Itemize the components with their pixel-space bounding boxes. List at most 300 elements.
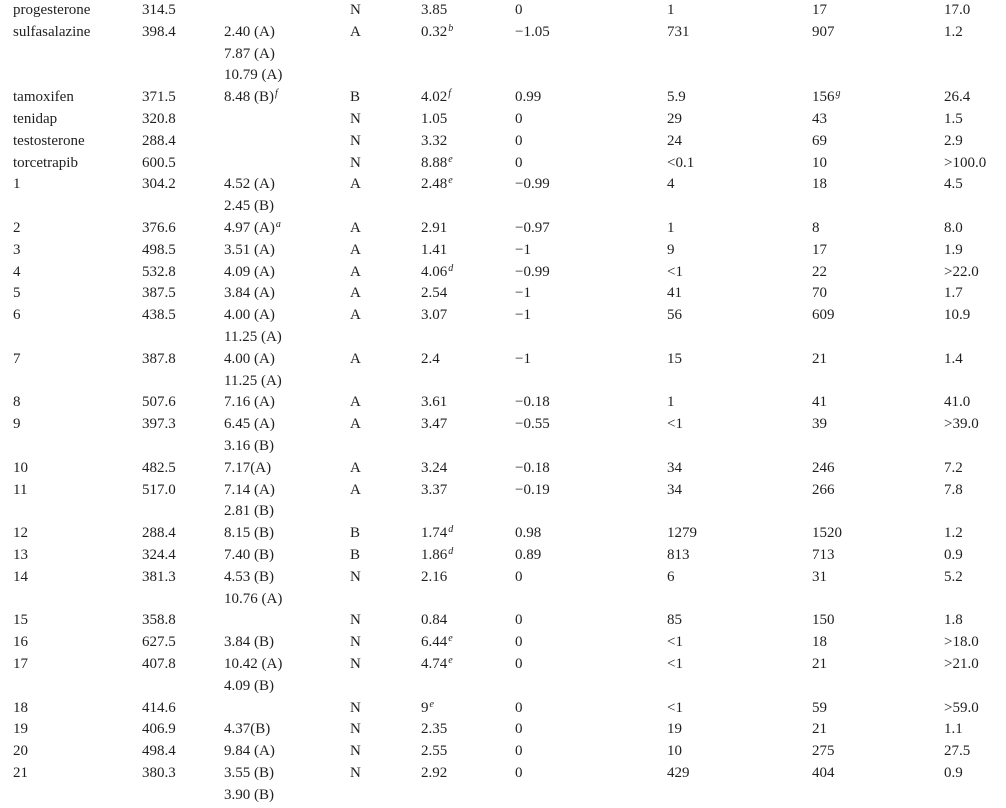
footnote-marker: f — [275, 88, 278, 100]
value-1-cell: 1279 — [667, 525, 697, 542]
cell-text: 404 — [812, 764, 835, 781]
molecular-weight-cell: 498.4 — [142, 743, 176, 760]
cell-text: 1520 — [812, 525, 842, 542]
charge-value-cell: 0 — [515, 721, 523, 738]
acid-base-class-cell: N — [350, 154, 361, 171]
logp-value-cell — [421, 458, 515, 480]
molecular-weight-cell: 414.6 — [142, 699, 176, 716]
value-1-cell: 24 — [667, 132, 682, 149]
cell-text: 21 — [812, 721, 827, 738]
ratio-value-cell: 10.9 — [944, 307, 971, 324]
pka-values-cell — [224, 523, 350, 545]
cell-text: 8.48 (B) — [224, 89, 274, 106]
pka-line — [224, 632, 350, 654]
value-1-cell: 34 — [667, 459, 682, 476]
cell-text: 4.00 (A) — [224, 350, 275, 367]
cell-text: 4.06 — [421, 263, 448, 280]
cell-text: 3.37 — [421, 481, 448, 498]
pka-line — [224, 196, 350, 218]
ratio-value-cell: 8.0 — [944, 219, 963, 236]
pka-line — [224, 763, 350, 785]
acid-base-class-cell: A — [350, 219, 361, 236]
table-row — [13, 480, 1006, 524]
cell-text: 9 — [421, 699, 429, 716]
acid-base-class-cell: N — [350, 110, 361, 127]
logp-value-cell — [421, 719, 515, 741]
footnote-marker: g — [835, 88, 841, 100]
cell-text: 11.25 (A) — [224, 328, 282, 345]
ratio-value-cell: >22.0 — [944, 263, 979, 280]
cell-text: 2.54 — [421, 285, 448, 302]
logp-value-cell — [421, 349, 515, 393]
acid-base-class-cell: A — [350, 23, 361, 40]
pka-values-cell — [224, 240, 350, 262]
charge-value-cell: −1 — [515, 350, 531, 367]
cell-text: 150 — [812, 612, 835, 629]
value-1-cell: 85 — [667, 612, 682, 629]
ratio-value-cell: 4.5 — [944, 176, 963, 193]
pka-values-cell — [224, 414, 350, 458]
pka-line — [224, 283, 350, 305]
value-1-cell: <1 — [667, 263, 683, 280]
logp-value-cell — [421, 698, 515, 720]
cell-text: 3.32 — [421, 132, 448, 149]
pka-values-cell — [224, 392, 350, 414]
acid-base-class-cell: N — [350, 568, 361, 585]
value-2-cell — [812, 240, 944, 262]
ratio-value-cell: 17.0 — [944, 2, 971, 18]
cell-text: 4.52 (A) — [224, 176, 275, 193]
compound-name-cell: 21 — [13, 764, 28, 781]
cell-text: 7.14 (A) — [224, 481, 275, 498]
logp-value-cell — [421, 22, 515, 87]
acid-base-class-cell: N — [350, 2, 361, 18]
molecular-weight-cell: 627.5 — [142, 634, 176, 651]
compound-name-cell: 3 — [13, 241, 21, 258]
acid-base-class-cell: A — [350, 416, 361, 433]
cell-text: 10 — [812, 154, 827, 171]
table-row — [13, 283, 1006, 305]
value-1-cell: 5.9 — [667, 89, 686, 106]
table-row — [13, 0, 1006, 22]
charge-value-cell: 0 — [515, 568, 523, 585]
value-2-cell — [812, 0, 944, 22]
cell-text: 3.85 — [421, 2, 448, 18]
value-2-cell — [812, 480, 944, 524]
cell-text: 3.61 — [421, 394, 448, 411]
compound-name-cell: 19 — [13, 721, 28, 738]
compound-name-cell: torcetrapib — [13, 154, 78, 171]
logp-value-cell — [421, 763, 515, 807]
ratio-value-cell: 1.9 — [944, 241, 963, 258]
value-1-cell: 56 — [667, 307, 682, 324]
ratio-value-cell: >59.0 — [944, 699, 979, 716]
compound-name-cell: 15 — [13, 612, 28, 629]
acid-base-class-cell: B — [350, 525, 361, 542]
molecular-weight-cell: 358.8 — [142, 612, 176, 629]
value-1-cell: 1 — [667, 2, 675, 18]
pka-line — [224, 240, 350, 262]
charge-value-cell: −1 — [515, 241, 531, 258]
footnote-marker: e — [429, 698, 434, 710]
molecular-weight-cell: 304.2 — [142, 176, 176, 193]
cell-text: 713 — [812, 546, 835, 563]
value-2-cell — [812, 153, 944, 175]
ratio-value-cell: 1.7 — [944, 285, 963, 302]
cell-text: 22 — [812, 263, 827, 280]
cell-text: 6.44 — [421, 634, 448, 651]
compound-name-cell: tenidap — [13, 110, 58, 127]
logp-value-cell — [421, 610, 515, 632]
cell-text: 6.45 (A) — [224, 416, 275, 433]
molecular-weight-cell: 288.4 — [142, 525, 176, 542]
pka-line — [224, 327, 350, 349]
acid-base-class-cell: A — [350, 350, 361, 367]
cell-text: 2.81 (B) — [224, 503, 274, 520]
acid-base-class-cell: A — [350, 459, 361, 476]
charge-value-cell: −1 — [515, 285, 531, 302]
value-1-cell: 6 — [667, 568, 675, 585]
pka-line — [224, 480, 350, 502]
cell-text: 4.37(B) — [224, 721, 271, 738]
value-2-cell — [812, 218, 944, 240]
table-row — [13, 218, 1006, 240]
molecular-weight-cell: 288.4 — [142, 132, 176, 149]
value-2-cell — [812, 654, 944, 698]
pka-values-cell — [224, 480, 350, 524]
logp-value-cell — [421, 109, 515, 131]
cell-text: 4.00 (A) — [224, 307, 275, 324]
acid-base-class-cell: N — [350, 764, 361, 781]
cell-text: 7.16 (A) — [224, 394, 275, 411]
pka-line — [224, 305, 350, 327]
cell-text: 1.74 — [421, 525, 448, 542]
pka-values-cell — [224, 283, 350, 305]
ratio-value-cell: 26.4 — [944, 89, 971, 106]
table-row — [13, 458, 1006, 480]
cell-text: 2.40 (A) — [224, 23, 275, 40]
table-row — [13, 654, 1006, 698]
logp-value-cell — [421, 523, 515, 545]
cell-text: 3.90 (B) — [224, 786, 274, 803]
table-row — [13, 610, 1006, 632]
logp-value-cell — [421, 392, 515, 414]
value-2-cell — [812, 392, 944, 414]
value-2-cell — [812, 87, 944, 109]
ratio-value-cell: 0.9 — [944, 546, 963, 563]
value-1-cell: 731 — [667, 23, 690, 40]
charge-value-cell: −0.18 — [515, 459, 550, 476]
value-1-cell: 813 — [667, 546, 690, 563]
compound-name-cell: tamoxifen — [13, 89, 74, 106]
pka-line — [224, 501, 350, 523]
acid-base-class-cell: A — [350, 394, 361, 411]
logp-value-cell — [421, 0, 515, 22]
cell-text: 59 — [812, 699, 827, 716]
compound-name-cell: 7 — [13, 350, 21, 367]
pka-line — [224, 719, 350, 741]
value-1-cell: 4 — [667, 176, 675, 193]
cell-text: 0.32 — [421, 23, 448, 40]
ratio-value-cell: 2.9 — [944, 132, 963, 149]
pka-values-cell — [224, 131, 350, 153]
table-row — [13, 632, 1006, 654]
logp-value-cell — [421, 153, 515, 175]
logp-value-cell — [421, 174, 515, 218]
table-row — [13, 698, 1006, 720]
footnote-marker: e — [448, 654, 453, 666]
cell-text: 156 — [812, 89, 835, 106]
value-2-cell — [812, 283, 944, 305]
cell-text: 2.91 — [421, 219, 448, 236]
charge-value-cell: −0.55 — [515, 416, 550, 433]
value-2-cell — [812, 741, 944, 763]
cell-text: 10.76 (A) — [224, 590, 283, 607]
logp-value-cell — [421, 632, 515, 654]
cell-text: 10.79 (A) — [224, 67, 283, 84]
logp-value-cell — [421, 240, 515, 262]
compound-name-cell: 20 — [13, 743, 28, 760]
pka-values-cell — [224, 632, 350, 654]
cell-text: 4.53 (B) — [224, 568, 274, 585]
table-row — [13, 305, 1006, 349]
molecular-weight-cell: 498.5 — [142, 241, 176, 258]
pka-line — [224, 44, 350, 66]
charge-value-cell: 0.99 — [515, 89, 542, 106]
cell-text: 907 — [812, 23, 835, 40]
logp-value-cell — [421, 131, 515, 153]
logp-value-cell — [421, 305, 515, 349]
value-1-cell: <1 — [667, 634, 683, 651]
charge-value-cell: 0.89 — [515, 546, 542, 563]
pka-values-cell — [224, 741, 350, 763]
value-1-cell: 34 — [667, 481, 682, 498]
cell-text: 1.05 — [421, 110, 448, 127]
value-1-cell: 1 — [667, 394, 675, 411]
value-2-cell — [812, 262, 944, 284]
cell-text: 21 — [812, 655, 827, 672]
cell-text: 8.15 (B) — [224, 525, 274, 542]
logp-value-cell — [421, 545, 515, 567]
compound-name-cell: 4 — [13, 263, 21, 280]
pka-values-cell — [224, 763, 350, 807]
table-row — [13, 174, 1006, 218]
charge-value-cell: 0 — [515, 110, 523, 127]
cell-text: 3.07 — [421, 307, 448, 324]
pka-values-cell — [224, 218, 350, 240]
charge-value-cell: −0.19 — [515, 481, 550, 498]
molecular-weight-cell: 387.8 — [142, 350, 176, 367]
compound-name-cell: sulfasalazine — [13, 23, 91, 40]
pka-values-cell — [224, 305, 350, 349]
cell-text: 3.24 — [421, 459, 448, 476]
cell-text: 0.84 — [421, 612, 448, 629]
pka-values-cell — [224, 109, 350, 131]
molecular-weight-cell: 397.3 — [142, 416, 176, 433]
charge-value-cell: −0.18 — [515, 394, 550, 411]
molecular-weight-cell: 600.5 — [142, 154, 176, 171]
table-row — [13, 741, 1006, 763]
acid-base-class-cell: B — [350, 89, 361, 106]
logp-value-cell — [421, 480, 515, 524]
table-body — [13, 0, 1006, 806]
cell-text: 21 — [812, 350, 827, 367]
compound-name-cell: 11 — [13, 481, 28, 498]
compound-name-cell: 10 — [13, 459, 28, 476]
ratio-value-cell: >100.0 — [944, 154, 987, 171]
pka-line — [224, 371, 350, 393]
pka-values-cell — [224, 0, 350, 22]
pka-line — [224, 567, 350, 589]
value-2-cell — [812, 523, 944, 545]
compound-name-cell: 12 — [13, 525, 28, 542]
value-2-cell — [812, 610, 944, 632]
logp-value-cell — [421, 283, 515, 305]
charge-value-cell: 0 — [515, 655, 523, 672]
compound-name-cell: 1 — [13, 176, 21, 193]
footnote-marker: e — [448, 153, 453, 165]
molecular-weight-cell: 320.8 — [142, 110, 176, 127]
compound-name-cell: 9 — [13, 416, 21, 433]
pka-line — [224, 436, 350, 458]
table-row — [13, 719, 1006, 741]
cell-text: 3.51 (A) — [224, 241, 275, 258]
ratio-value-cell: 1.2 — [944, 525, 963, 542]
pka-values-cell — [224, 262, 350, 284]
acid-base-class-cell: N — [350, 612, 361, 629]
acid-base-class-cell: N — [350, 634, 361, 651]
charge-value-cell: 0 — [515, 154, 523, 171]
acid-base-class-cell: A — [350, 481, 361, 498]
value-2-cell — [812, 719, 944, 741]
table-row — [13, 240, 1006, 262]
acid-base-class-cell: N — [350, 721, 361, 738]
table-row — [13, 349, 1006, 393]
pka-values-cell — [224, 153, 350, 175]
compound-name-cell: 2 — [13, 219, 21, 236]
pka-values-cell — [224, 654, 350, 698]
footnote-marker: d — [448, 262, 454, 274]
cell-text: 7.17(A) — [224, 459, 272, 476]
acid-base-class-cell: A — [350, 241, 361, 258]
cell-text: 43 — [812, 110, 827, 127]
pka-line — [224, 545, 350, 567]
value-1-cell: <1 — [667, 699, 683, 716]
compound-properties-table — [13, 0, 1006, 806]
cell-text: 275 — [812, 743, 835, 760]
molecular-weight-cell: 406.9 — [142, 721, 176, 738]
logp-value-cell — [421, 741, 515, 763]
ratio-value-cell: 7.8 — [944, 481, 963, 498]
pka-line — [224, 785, 350, 807]
cell-text: 2.16 — [421, 568, 448, 585]
cell-text: 266 — [812, 481, 835, 498]
footnote-marker: e — [448, 633, 453, 645]
table-row — [13, 262, 1006, 284]
ratio-value-cell: 1.5 — [944, 110, 963, 127]
cell-text: 41 — [812, 394, 827, 411]
cell-text: 1.86 — [421, 546, 448, 563]
cell-text: 18 — [812, 634, 827, 651]
value-1-cell: 19 — [667, 721, 682, 738]
ratio-value-cell: 27.5 — [944, 743, 971, 760]
acid-base-class-cell: N — [350, 699, 361, 716]
compound-name-cell: testosterone — [13, 132, 85, 149]
table-row — [13, 87, 1006, 109]
cell-text: 4.09 (A) — [224, 263, 275, 280]
pka-line — [224, 262, 350, 284]
pka-line — [224, 349, 350, 371]
cell-text: 2.48 — [421, 176, 448, 193]
cell-text: 70 — [812, 285, 827, 302]
charge-value-cell: −0.99 — [515, 263, 550, 280]
value-1-cell: 1 — [667, 219, 675, 236]
logp-value-cell — [421, 414, 515, 458]
value-2-cell — [812, 567, 944, 611]
table-row — [13, 545, 1006, 567]
molecular-weight-cell: 324.4 — [142, 546, 176, 563]
table-row — [13, 763, 1006, 807]
value-2-cell — [812, 305, 944, 349]
value-1-cell: <1 — [667, 655, 683, 672]
ratio-value-cell: 1.1 — [944, 721, 963, 738]
ratio-value-cell: 5.2 — [944, 568, 963, 585]
logp-value-cell — [421, 87, 515, 109]
cell-text: 3.16 (B) — [224, 437, 274, 454]
compound-name-cell: 13 — [13, 546, 28, 563]
molecular-weight-cell: 381.3 — [142, 568, 176, 585]
molecular-weight-cell: 376.6 — [142, 219, 176, 236]
charge-value-cell: −1.05 — [515, 23, 550, 40]
molecular-weight-cell: 482.5 — [142, 459, 176, 476]
table-row — [13, 414, 1006, 458]
pka-line — [224, 218, 350, 240]
pka-line — [224, 654, 350, 676]
footnote-marker: a — [275, 218, 281, 230]
value-2-cell — [812, 109, 944, 131]
cell-text: 246 — [812, 459, 835, 476]
ratio-value-cell: >21.0 — [944, 655, 979, 672]
logp-value-cell — [421, 262, 515, 284]
table-row — [13, 392, 1006, 414]
value-2-cell — [812, 174, 944, 218]
cell-text: 4.02 — [421, 89, 448, 106]
value-2-cell — [812, 763, 944, 807]
compound-name-cell: 14 — [13, 568, 28, 585]
pka-values-cell — [224, 567, 350, 611]
charge-value-cell: 0 — [515, 2, 523, 18]
acid-base-class-cell: A — [350, 307, 361, 324]
cell-text: 3.55 (B) — [224, 764, 274, 781]
cell-text: 69 — [812, 132, 827, 149]
acid-base-class-cell: N — [350, 743, 361, 760]
pka-line — [224, 741, 350, 763]
cell-text: 1.41 — [421, 241, 448, 258]
pka-line — [224, 174, 350, 196]
value-1-cell: 429 — [667, 764, 690, 781]
charge-value-cell: −1 — [515, 307, 531, 324]
logp-value-cell — [421, 218, 515, 240]
table-row — [13, 131, 1006, 153]
pka-line — [224, 414, 350, 436]
table-row — [13, 22, 1006, 87]
cell-text: 9.84 (A) — [224, 743, 275, 760]
pka-values-cell — [224, 22, 350, 87]
footnote-marker: f — [448, 88, 452, 100]
compound-name-cell: 8 — [13, 394, 21, 411]
pka-values-cell — [224, 610, 350, 632]
compound-name-cell: 17 — [13, 655, 28, 672]
